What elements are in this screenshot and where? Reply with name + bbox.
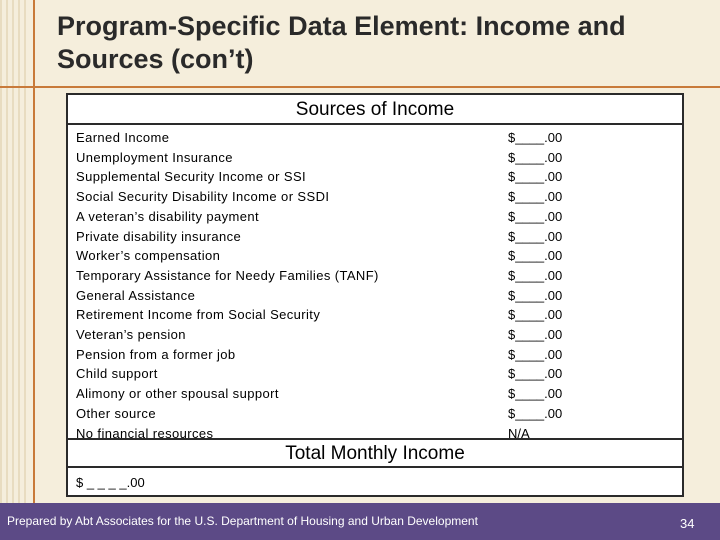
list-item: Child support [76,366,158,382]
list-item: General Assistance [76,287,196,303]
amount-field: N/A [508,425,530,441]
amount-field: $____.00 [508,366,563,382]
list-item: Veteran’s pension [76,327,186,343]
list-item: Unemployment Insurance [76,149,233,165]
amount-field: $____.00 [508,169,563,185]
amount-field: $____.00 [508,189,563,205]
total-income-heading: Total Monthly Income [68,438,682,468]
vertical-accent-line [33,0,35,503]
list-item: No financial resources [76,425,214,441]
list-item: Earned Income [76,130,170,145]
amount-field: $____.00 [508,248,563,264]
amount-field: $____.00 [508,267,563,283]
source-list [76,128,496,443]
decorative-stripes [0,0,30,503]
footer-bar [0,503,720,540]
amount-field: $____.00 [508,208,563,224]
list-item: Alimony or other spousal support [76,386,279,402]
footer-text: Prepared by Abt Associates for the U.S. Department of Housing and Urban Development [7,514,478,528]
amount-field: $____.00 [508,405,563,421]
list-item: Social Security Disability Income or SSDI [76,189,330,205]
amount-field: $____.00 [508,149,563,165]
list-item: Private disability insurance [76,228,242,244]
amount-field: $____.00 [508,228,563,244]
total-income-value: $ _ _ _ _.00 [76,475,145,490]
list-item: Temporary Assistance for Needy Families (TANF) [76,267,379,283]
list-item: Pension from a former job [76,346,236,362]
amount-list [508,128,588,443]
list-item: Supplemental Security Income or SSI [76,169,307,185]
horizontal-accent-line [0,86,720,88]
list-item: Other source [76,405,156,421]
list-item: Retirement Income from Social Security [76,307,321,323]
page-number: 34 [680,516,695,531]
amount-field: $____.00 [508,287,563,303]
amount-field: $____.00 [508,307,563,323]
amount-field: $____.00 [508,327,563,343]
amount-field: $____.00 [508,346,563,362]
income-sources-table [66,93,684,497]
slide-title: Program-Specific Data Element: Income and Sources (con’t) [57,11,626,74]
list-item: Worker’s compensation [76,248,221,264]
list-item: A veteran’s disability payment [76,208,260,224]
table-header: Sources of Income [68,95,682,125]
amount-field: $____.00 [508,130,563,145]
amount-field: $____.00 [508,386,563,402]
